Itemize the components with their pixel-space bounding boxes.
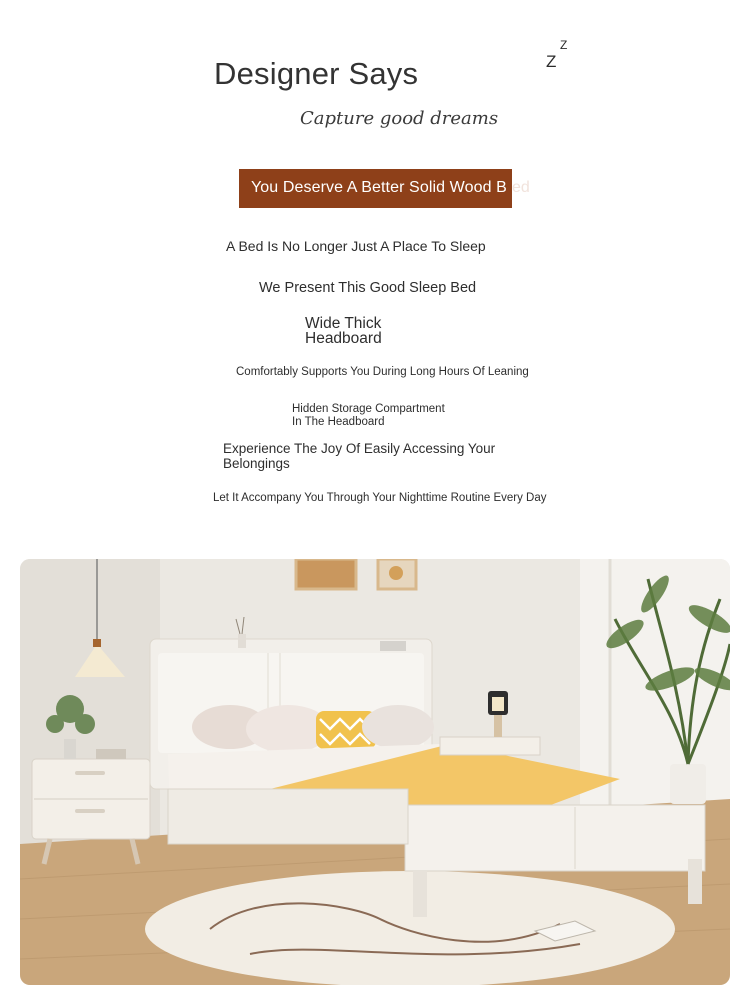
- copy-line-4: Comfortably Supports You During Long Hours Of Leaning: [236, 366, 529, 378]
- nightstand-right: [440, 737, 540, 755]
- copy-line-1: A Bed Is No Longer Just A Place To Sleep: [226, 238, 486, 254]
- feature-heading-headboard: [305, 316, 382, 346]
- copy-line-6: [223, 441, 495, 471]
- access-line-2: Belongings: [223, 456, 290, 471]
- planter: [670, 764, 706, 804]
- feature-heading-line-2: Headboard: [305, 330, 382, 347]
- access-line-1: Experience The Joy Of Easily Accessing Your: [223, 441, 496, 456]
- feature-heading-storage: [292, 403, 445, 429]
- page-title: Designer Says: [214, 56, 419, 91]
- wall-art-left: [296, 559, 356, 589]
- footboard: [405, 805, 705, 871]
- storage-line-1: Hidden Storage Compartment: [292, 403, 445, 415]
- bedroom-illustration: [20, 559, 730, 985]
- rug: [145, 871, 675, 985]
- bed-side-rail: [168, 789, 408, 844]
- headline-banner-text: You Deserve A Better Solid Wood B: [251, 179, 507, 196]
- copy-line-7: Let It Accompany You Through Your Nighttime Routine Every Day: [213, 492, 547, 504]
- pillow-3: [362, 705, 434, 749]
- headline-banner-overflow: ed: [512, 179, 530, 196]
- subtitle-script: Capture good dreams: [300, 108, 499, 129]
- storage-line-2: In The Headboard: [292, 416, 385, 428]
- sleep-z-small: Z: [560, 38, 568, 52]
- bedroom-photo: [20, 559, 730, 985]
- sleep-z-big: Z: [546, 52, 557, 71]
- copy-line-2: We Present This Good Sleep Bed: [259, 280, 477, 296]
- feature-heading-line-1: Wide Thick: [305, 315, 382, 332]
